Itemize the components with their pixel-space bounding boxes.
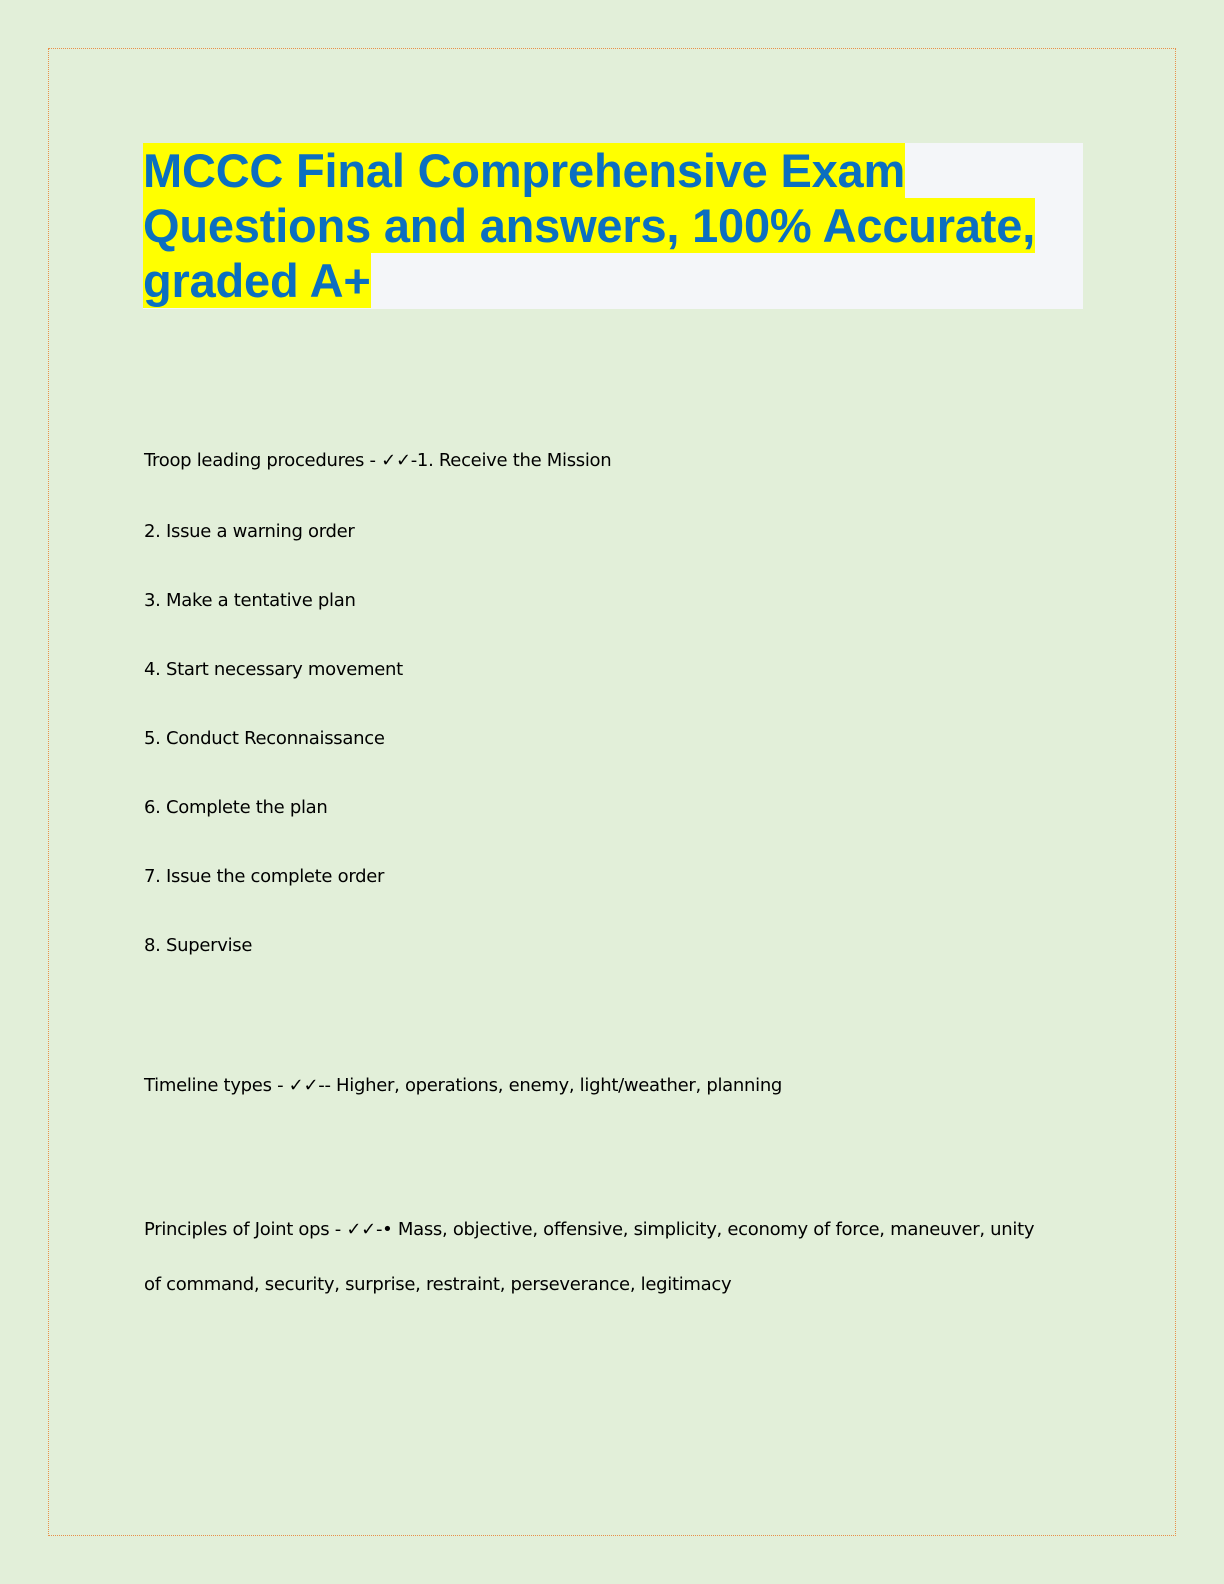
title-text-2: Questions and answers, 100% Accurate, bbox=[143, 199, 1036, 252]
list-item-2: 2. Issue a warning order bbox=[144, 521, 355, 542]
title-line-1 bbox=[143, 143, 1083, 198]
list-item-6: 6. Complete the plan bbox=[144, 797, 328, 818]
title-line-2 bbox=[143, 198, 1083, 253]
title-text-3: graded A+ bbox=[143, 254, 371, 307]
qa-principles-joint-ops-cont: of command, security, surprise, restraint, perseverance, legitimacy bbox=[144, 1274, 732, 1295]
list-item-8: 8. Supervise bbox=[144, 935, 253, 956]
list-item-7: 7. Issue the complete order bbox=[144, 866, 385, 887]
qa-principles-joint-ops: Principles of Joint ops - ✓✓-• Mass, objective, offensive, simplicity, economy of force, maneuver, unity bbox=[144, 1219, 1035, 1240]
qa-troop-leading: Troop leading procedures - ✓✓-1. Receive the Mission bbox=[144, 450, 612, 471]
document-title bbox=[143, 143, 1083, 309]
qa-timeline-types: Timeline types - ✓✓-- Higher, operations, enemy, light/weather, planning bbox=[144, 1075, 783, 1096]
list-item-5: 5. Conduct Reconnaissance bbox=[144, 728, 385, 749]
title-line-3 bbox=[143, 253, 1083, 308]
title-text-1: MCCC Final Comprehensive Exam bbox=[143, 144, 906, 197]
list-item-4: 4. Start necessary movement bbox=[144, 659, 403, 680]
list-item-3: 3. Make a tentative plan bbox=[144, 590, 356, 611]
